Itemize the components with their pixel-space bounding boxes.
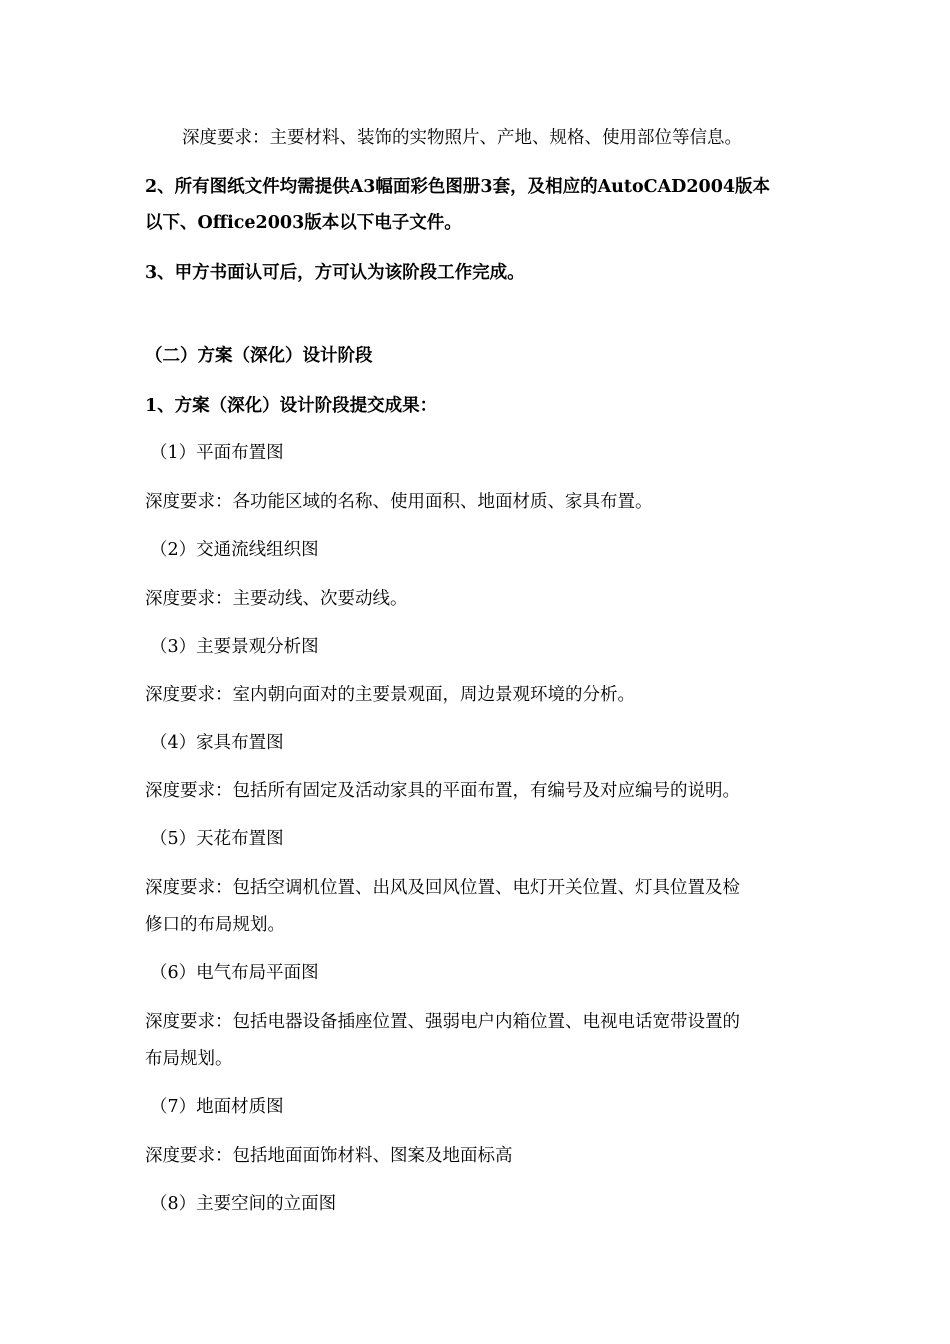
item-3-description: 深度要求：室内朝向面对的主要景观面，周边景观环境的分析。 (145, 685, 635, 705)
item-2-title: （2）交通流线组织图 (150, 540, 319, 560)
item-7-description: 深度要求：包括地面面饰材料、图案及地面标高 (145, 1146, 513, 1166)
item-8-title: （8）主要空间的立面图 (150, 1194, 337, 1214)
item-5-description-line-1: 深度要求：包括空调机位置、出风及回风位置、电灯开关位置、灯具位置及检 (145, 878, 740, 898)
requirement-item-2-line-1: 2、所有图纸文件均需提供A3幅面彩色图册3套，及相应的AutoCAD2004版本 (145, 177, 771, 197)
item-5-description-line-2: 修口的布局规划。 (145, 915, 285, 935)
item-4-title: （4）家具布置图 (150, 733, 284, 753)
item-3-title: （3）主要景观分析图 (150, 637, 319, 657)
item-7-title: （7）地面材质图 (150, 1097, 284, 1117)
item-6-title: （6）电气布局平面图 (150, 963, 319, 983)
intro-depth-requirement: 深度要求：主要材料、装饰的实物照片、产地、规格、使用部位等信息。 (182, 128, 742, 148)
item-5-title: （5）天花布置图 (150, 829, 284, 849)
section-heading: （二）方案（深化）设计阶段 (145, 346, 373, 366)
requirement-item-2-line-2: 以下、Office2003版本以下电子文件。 (145, 213, 462, 233)
item-6-description-line-2: 布局规划。 (145, 1049, 233, 1069)
item-1-title: （1）平面布置图 (150, 443, 284, 463)
item-2-description: 深度要求：主要动线、次要动线。 (145, 589, 408, 609)
item-1-description: 深度要求：各功能区域的名称、使用面积、地面材质、家具布置。 (145, 492, 653, 512)
item-6-description-line-1: 深度要求：包括电器设备插座位置、强弱电户内箱位置、电视电话宽带设置的 (145, 1012, 740, 1032)
requirement-item-3: 3、甲方书面认可后，方可认为该阶段工作完成。 (145, 263, 525, 283)
item-4-description: 深度要求：包括所有固定及活动家具的平面布置，有编号及对应编号的说明。 (145, 781, 740, 801)
section-subheading: 1、方案（深化）设计阶段提交成果： (145, 396, 438, 416)
